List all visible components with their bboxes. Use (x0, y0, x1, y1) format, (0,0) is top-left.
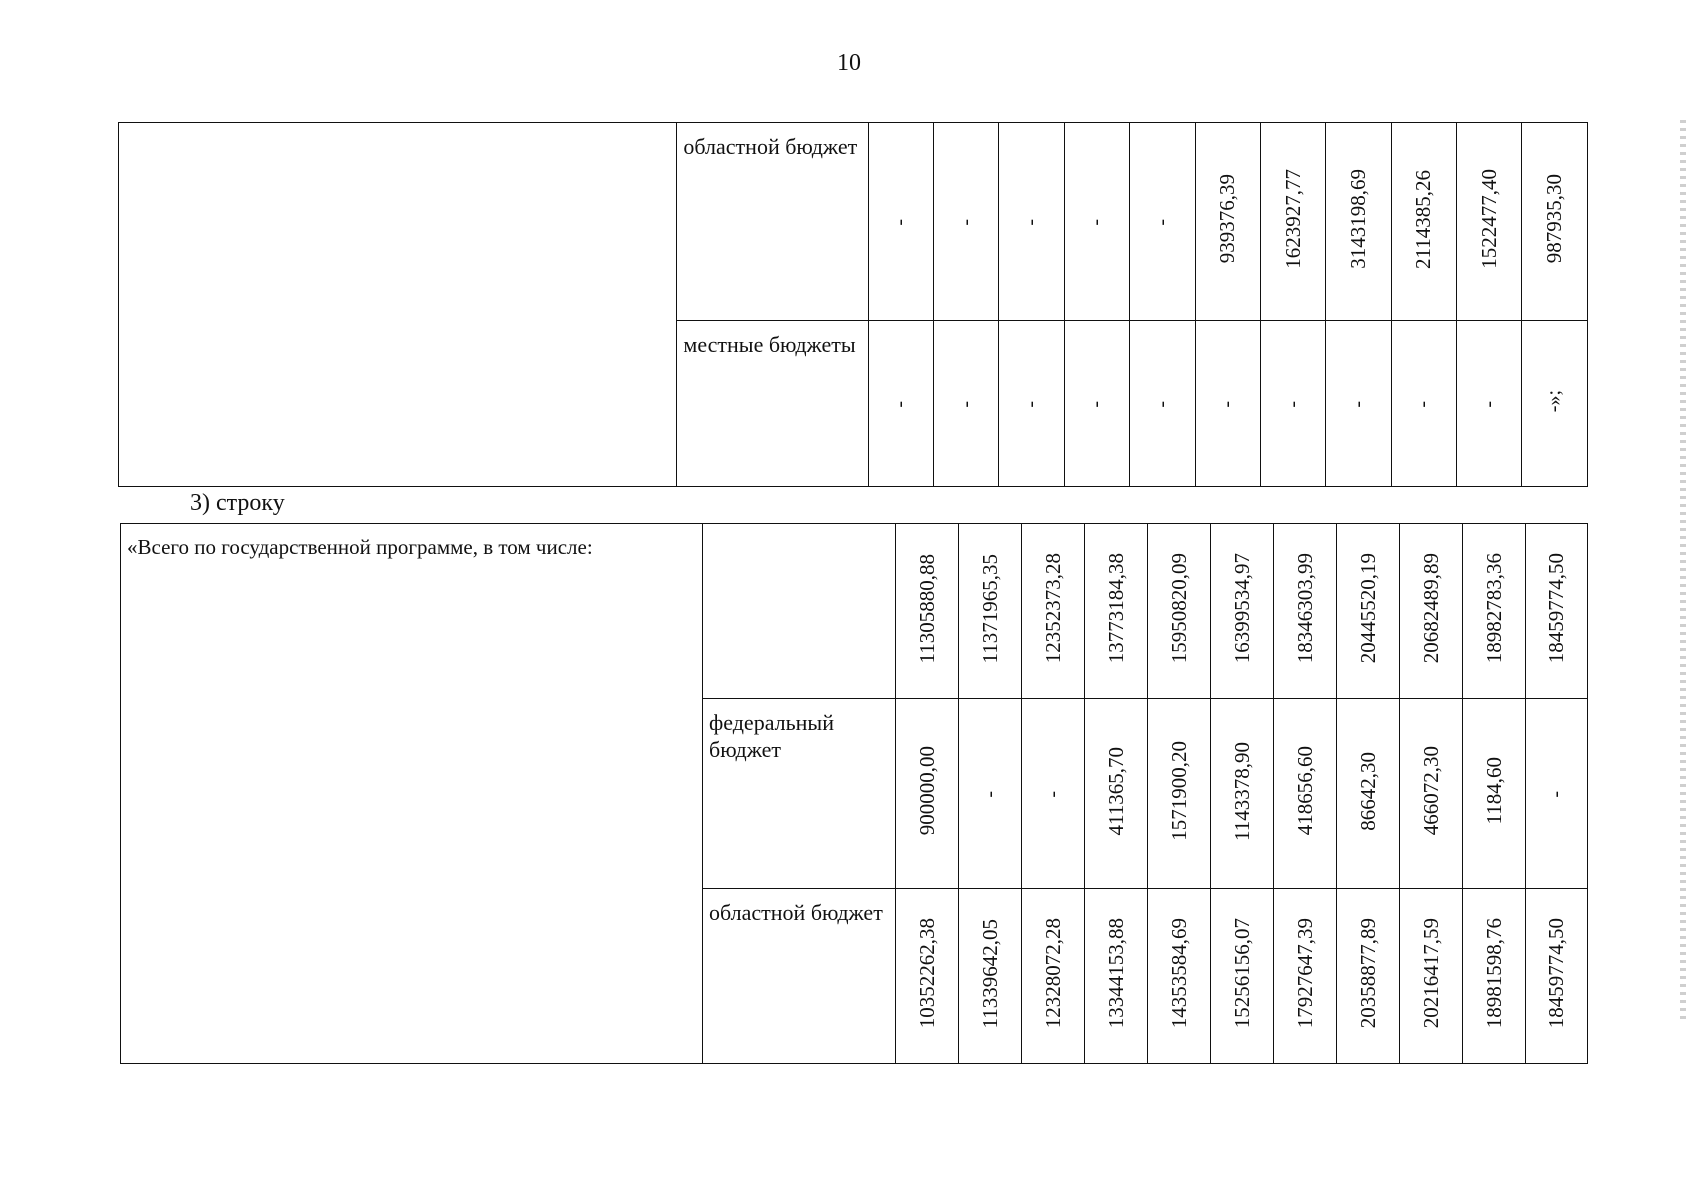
value-cell: - (933, 321, 998, 487)
value-cell: 12352373,28 (1022, 524, 1085, 699)
value-cell: 16399534,97 (1211, 524, 1274, 699)
row-label-federal-budget: федеральный бюджет (703, 699, 896, 889)
value-cell: 2114385,26 (1391, 123, 1456, 321)
value-cell: - (1391, 321, 1456, 487)
value-cell: - (1064, 123, 1129, 321)
value-cell: 15950820,09 (1148, 524, 1211, 699)
value-cell: 1143378,90 (1211, 699, 1274, 889)
value-cell: 1571900,20 (1148, 699, 1211, 889)
table-row (121, 524, 1588, 699)
value-cell: 20216417,59 (1400, 889, 1463, 1064)
empty-program-cell (119, 123, 677, 487)
value-cell: - (1022, 699, 1085, 889)
value-cell: 900000,00 (896, 699, 959, 889)
budget-table-total (120, 523, 1588, 1064)
value-cell: 18459774,50 (1526, 889, 1588, 1064)
value-cell: - (933, 123, 998, 321)
value-cell: 987935,30 (1522, 123, 1588, 321)
value-cell: 18346303,99 (1274, 524, 1337, 699)
program-total-label: «Всего по государственной программе, в том числе: (121, 524, 703, 1064)
value-cell: 11371965,35 (959, 524, 1022, 699)
value-cell: 1522477,40 (1457, 123, 1522, 321)
value-cell: 20682489,89 (1400, 524, 1463, 699)
value-cell: - (1260, 321, 1325, 487)
value-cell: 1623927,77 (1260, 123, 1325, 321)
value-cell: 18982783,36 (1463, 524, 1526, 699)
value-cell: - (1130, 123, 1195, 321)
value-cell: - (999, 123, 1064, 321)
value-cell: 15256156,07 (1211, 889, 1274, 1064)
value-cell: 86642,30 (1337, 699, 1400, 889)
value-cell: - (999, 321, 1064, 487)
value-cell: -»; (1522, 321, 1588, 487)
value-cell: - (1195, 321, 1260, 487)
scan-margin-mark (1680, 120, 1686, 1020)
row-label-total (703, 524, 896, 699)
budget-table-top (118, 122, 1588, 487)
row-label-local-budgets: местные бюджеты (677, 321, 868, 487)
value-cell: 12328072,28 (1022, 889, 1085, 1064)
value-cell: 939376,39 (1195, 123, 1260, 321)
value-cell: - (868, 123, 933, 321)
row-label-regional-budget: областной бюджет (677, 123, 868, 321)
value-cell: 466072,30 (1400, 699, 1463, 889)
value-cell: - (1130, 321, 1195, 487)
value-cell: 18981598,76 (1463, 889, 1526, 1064)
value-cell: - (1064, 321, 1129, 487)
value-cell: - (868, 321, 933, 487)
value-cell: - (959, 699, 1022, 889)
value-cell: 20358877,89 (1337, 889, 1400, 1064)
value-cell: 20445520,19 (1337, 524, 1400, 699)
table-row (119, 123, 1588, 321)
value-cell: - (1526, 699, 1588, 889)
value-cell: 10352262,38 (896, 889, 959, 1064)
value-cell: 11339642,05 (959, 889, 1022, 1064)
page-number: 10 (837, 50, 861, 76)
value-cell: 1184,60 (1463, 699, 1526, 889)
value-cell: 11305880,88 (896, 524, 959, 699)
value-cell: - (1326, 321, 1391, 487)
value-cell: 13773184,38 (1085, 524, 1148, 699)
value-cell: 17927647,39 (1274, 889, 1337, 1064)
value-cell: 411365,70 (1085, 699, 1148, 889)
value-cell: - (1457, 321, 1522, 487)
row-label-regional-budget: областной бюджет (703, 889, 896, 1064)
value-cell: 14353584,69 (1148, 889, 1211, 1064)
intro-text: 3) строку (190, 490, 285, 516)
value-cell: 418656,60 (1274, 699, 1337, 889)
value-cell: 13344153,88 (1085, 889, 1148, 1064)
value-cell: 18459774,50 (1526, 524, 1588, 699)
value-cell: 3143198,69 (1326, 123, 1391, 321)
